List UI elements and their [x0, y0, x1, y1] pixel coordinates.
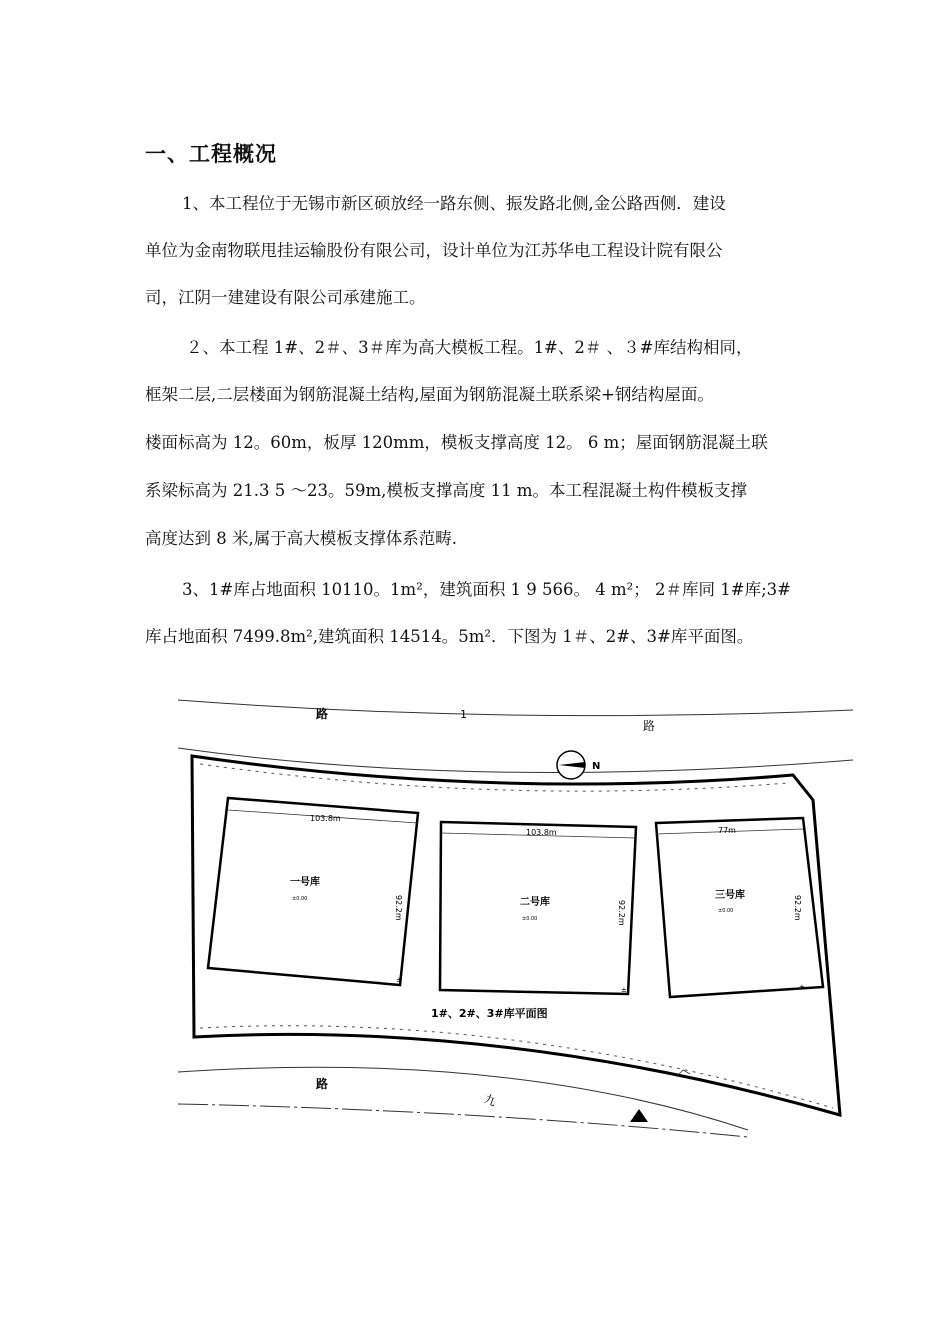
fence-line	[200, 1026, 833, 1108]
warehouse-2-name: 二号库	[520, 897, 550, 908]
paragraph-line: 单位为金南物联甩挂运输股份有限公司，设计单位为江苏华电工程设计院有限公	[145, 241, 723, 260]
paragraph-line: 楼面标高为 12。60m，板厚 120mm，模板支撑高度 12。 6 m；屋面钢筋混凝土联	[145, 433, 768, 452]
warehouse-3-height: 92.2m	[793, 895, 802, 921]
road-label: 路	[316, 707, 329, 721]
warehouse-1-width: 103.8m	[310, 814, 341, 823]
paragraph-line: 库占地面积 7499.8m²,建筑面积 14514。5m²．下图为 1＃、2#、3#库平面图。	[145, 627, 754, 646]
road-label: 路	[643, 719, 656, 733]
warehouse-1-corner: ±	[396, 976, 402, 984]
warehouse-3-elevation: ±0.00	[718, 908, 734, 914]
warehouse-3-corner: ±	[799, 983, 805, 991]
warehouse-2-elevation: ±0.00	[522, 916, 538, 922]
paragraph-line: 1、本工程位于无锡市新区硕放经一路东侧、振发路北侧,金公路西侧．建设	[182, 194, 726, 213]
warehouse-1-outline	[208, 798, 418, 985]
paragraph-line: 司，江阴一建建设有限公司承建施工。	[145, 288, 426, 307]
road-label: 路	[316, 1077, 329, 1091]
direction-arrow-icon	[630, 1109, 648, 1122]
road-label: 九	[481, 1091, 499, 1109]
site-boundary	[192, 756, 840, 1115]
warehouse-2-height: 92.2m	[617, 900, 626, 926]
warehouse-3-width: 77m	[718, 826, 736, 835]
north-label: N	[592, 761, 601, 772]
paragraph-line: 系梁标高为 21.3 5 ～23。59m,模板支撑高度 11 m。本工程混凝土构件模板支撑	[145, 481, 747, 500]
road-edge	[178, 1067, 748, 1130]
warehouse-1-height: 92.2m	[394, 895, 403, 921]
road-edge	[178, 748, 853, 773]
paragraph-line: 高度达到 8 米,属于高大模板支撑体系范畴.	[145, 529, 457, 548]
warehouse-1-name: 一号库	[290, 877, 320, 888]
site-plan-drawing	[178, 690, 853, 1140]
warehouse-3-name: 三号库	[715, 890, 745, 901]
paragraph-line: 3、1#库占地面积 10110。1m²，建筑面积 1 9 566。 4 m²； 2＃库同 1#库;3#	[182, 580, 791, 599]
paragraph-line: ２、本工程 1#、2＃、3＃库为高大模板工程。1#、2＃ 、３#库结构相同，	[186, 338, 753, 357]
warehouse-1-elevation: ±0.00	[292, 896, 308, 902]
warehouse-2-corner: ±	[621, 986, 627, 994]
plan-caption: 1#、2#、3#库平面图	[431, 1007, 548, 1020]
section-heading: 一、工程概况	[145, 142, 277, 166]
warehouse-2-outline	[440, 822, 636, 994]
paragraph-line: 框架二层,二层楼面为钢筋混凝土结构,屋面为钢筋混凝土联系梁+钢结构屋面。	[145, 385, 714, 404]
north-arrow-icon	[557, 751, 585, 779]
road-centerline	[178, 1104, 748, 1137]
warehouse-2-width: 103.8m	[526, 828, 557, 837]
road-edge	[178, 700, 853, 716]
road-label: 1	[460, 708, 467, 721]
